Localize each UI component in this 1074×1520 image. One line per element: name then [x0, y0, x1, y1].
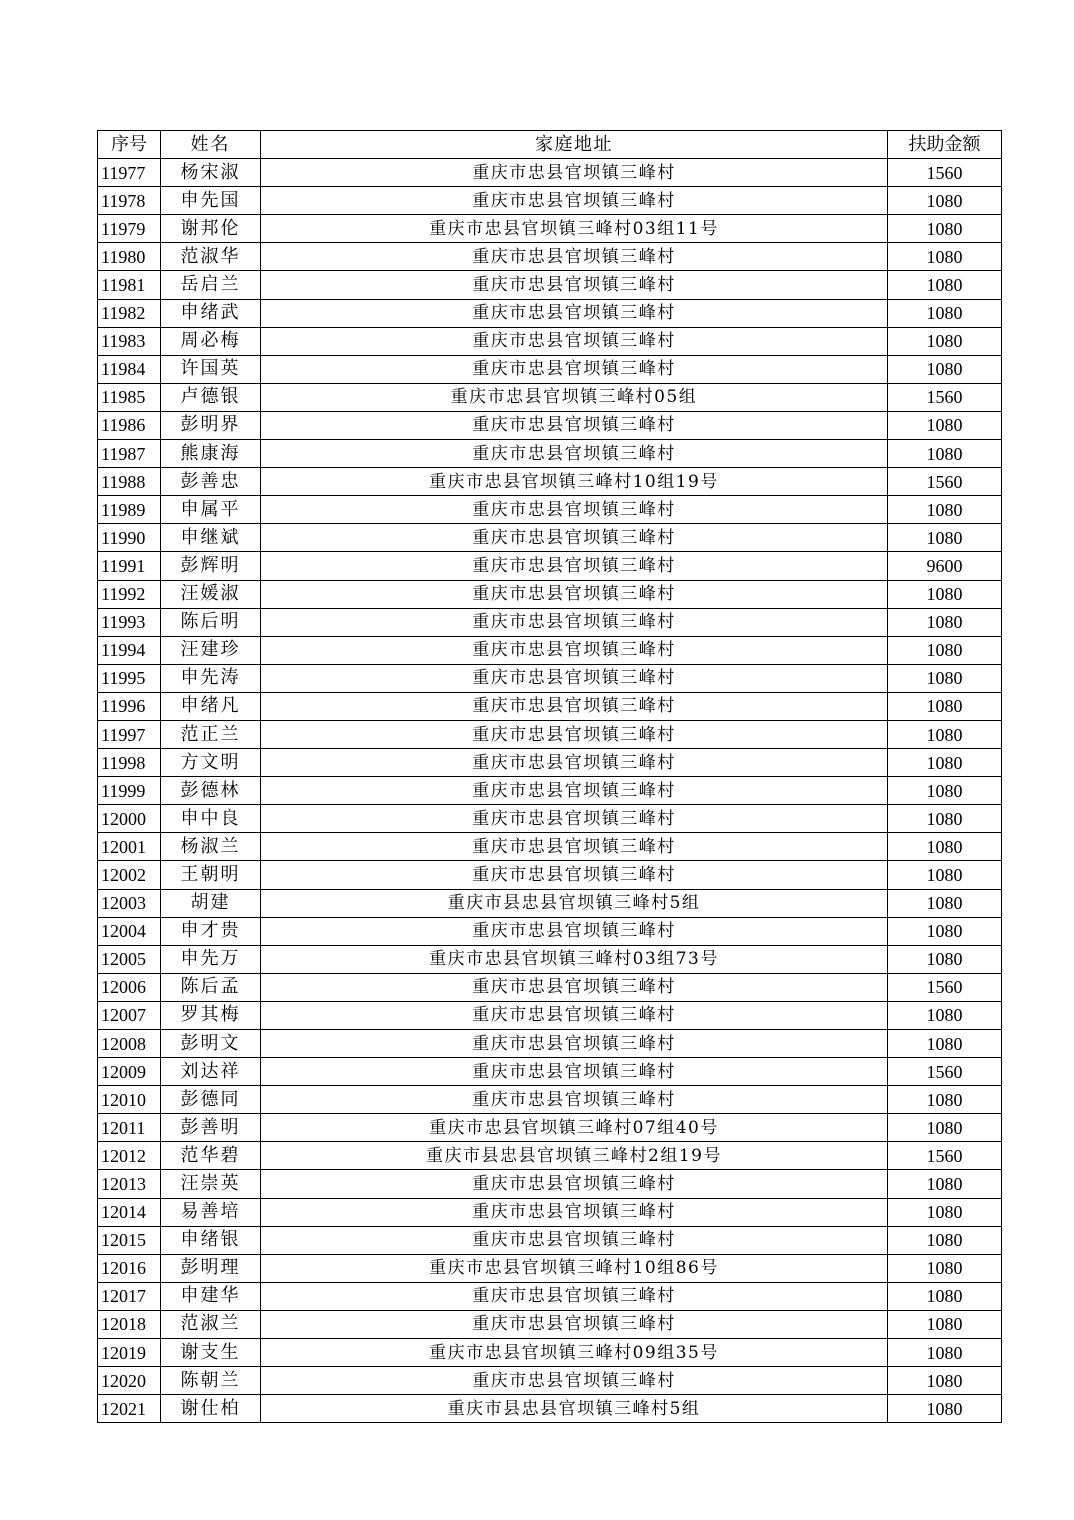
cell-name: 卢德银: [161, 383, 261, 411]
table-row: [98, 243, 1002, 271]
cell-amount: 1560: [888, 383, 1002, 411]
cell-name: 申先涛: [161, 664, 261, 692]
cell-address: 重庆市忠县官坝镇三峰村: [261, 1198, 888, 1226]
cell-address: 重庆市忠县官坝镇三峰村: [261, 664, 888, 692]
table-header: [98, 131, 1002, 159]
cell-address: 重庆市忠县官坝镇三峰村: [261, 327, 888, 355]
cell-address: 重庆市忠县官坝镇三峰村: [261, 187, 888, 215]
cell-name: 彭善明: [161, 1114, 261, 1142]
cell-no: 12011: [98, 1114, 161, 1142]
cell-name: 范淑兰: [161, 1310, 261, 1338]
cell-name: 申继斌: [161, 524, 261, 552]
table-row: [98, 1282, 1002, 1310]
cell-amount: 1080: [888, 1198, 1002, 1226]
cell-address: 重庆市忠县官坝镇三峰村: [261, 496, 888, 524]
cell-name: 杨淑兰: [161, 833, 261, 861]
cell-no: 12018: [98, 1310, 161, 1338]
cell-address: 重庆市县忠县官坝镇三峰村5组: [261, 1395, 888, 1423]
cell-no: 11989: [98, 496, 161, 524]
table-row: [98, 1086, 1002, 1114]
table-row: [98, 524, 1002, 552]
table-row: [98, 299, 1002, 327]
cell-name: 罗其梅: [161, 1001, 261, 1029]
cell-no: 11991: [98, 552, 161, 580]
assistance-table: [97, 130, 1002, 1423]
cell-no: 12005: [98, 945, 161, 973]
cell-amount: 1080: [888, 805, 1002, 833]
cell-address: 重庆市忠县官坝镇三峰村: [261, 1058, 888, 1086]
cell-amount: 1080: [888, 1367, 1002, 1395]
cell-amount: 1080: [888, 1395, 1002, 1423]
cell-amount: 1080: [888, 524, 1002, 552]
table-row: [98, 1310, 1002, 1338]
cell-name: 胡建: [161, 889, 261, 917]
cell-address: 重庆市忠县官坝镇三峰村10组86号: [261, 1254, 888, 1282]
cell-address: 重庆市忠县官坝镇三峰村: [261, 1086, 888, 1114]
cell-address: 重庆市忠县官坝镇三峰村: [261, 552, 888, 580]
cell-name: 岳启兰: [161, 271, 261, 299]
cell-address: 重庆市忠县官坝镇三峰村: [261, 777, 888, 805]
cell-no: 12019: [98, 1339, 161, 1367]
cell-name: 申绪凡: [161, 692, 261, 720]
cell-name: 陈后孟: [161, 973, 261, 1001]
cell-amount: 1080: [888, 1170, 1002, 1198]
cell-amount: 1080: [888, 355, 1002, 383]
header-name: 姓名: [161, 131, 261, 159]
table-row: [98, 636, 1002, 664]
cell-no: 11978: [98, 187, 161, 215]
cell-address: 重庆市忠县官坝镇三峰村: [261, 1226, 888, 1254]
cell-no: 11983: [98, 327, 161, 355]
cell-amount: 1080: [888, 327, 1002, 355]
cell-amount: 1080: [888, 861, 1002, 889]
cell-name: 方文明: [161, 749, 261, 777]
cell-address: 重庆市忠县官坝镇三峰村07组40号: [261, 1114, 888, 1142]
cell-amount: 1080: [888, 1086, 1002, 1114]
table-row: [98, 1339, 1002, 1367]
cell-amount: 1080: [888, 187, 1002, 215]
cell-name: 申先国: [161, 187, 261, 215]
cell-name: 汪建珍: [161, 636, 261, 664]
cell-no: 11987: [98, 440, 161, 468]
cell-no: 11985: [98, 383, 161, 411]
cell-no: 12010: [98, 1086, 161, 1114]
cell-address: 重庆市忠县官坝镇三峰村: [261, 1282, 888, 1310]
cell-amount: 1560: [888, 973, 1002, 1001]
cell-address: 重庆市忠县官坝镇三峰村: [261, 749, 888, 777]
cell-address: 重庆市忠县官坝镇三峰村: [261, 833, 888, 861]
cell-name: 申绪银: [161, 1226, 261, 1254]
cell-amount: 1560: [888, 1058, 1002, 1086]
cell-address: 重庆市忠县官坝镇三峰村10组19号: [261, 468, 888, 496]
table-row: [98, 327, 1002, 355]
cell-no: 12014: [98, 1198, 161, 1226]
cell-no: 11994: [98, 636, 161, 664]
cell-address: 重庆市忠县官坝镇三峰村: [261, 271, 888, 299]
cell-name: 谢仕柏: [161, 1395, 261, 1423]
table-row: [98, 805, 1002, 833]
cell-amount: 1560: [888, 468, 1002, 496]
cell-amount: 1080: [888, 580, 1002, 608]
table-row: [98, 1254, 1002, 1282]
cell-amount: 1080: [888, 1114, 1002, 1142]
cell-name: 彭明文: [161, 1030, 261, 1058]
cell-no: 12015: [98, 1226, 161, 1254]
table-row: [98, 580, 1002, 608]
table-row: [98, 468, 1002, 496]
table-row: [98, 1395, 1002, 1423]
cell-address: 重庆市忠县官坝镇三峰村: [261, 636, 888, 664]
cell-no: 11988: [98, 468, 161, 496]
table-row: [98, 664, 1002, 692]
cell-amount: 1080: [888, 243, 1002, 271]
cell-address: 重庆市忠县官坝镇三峰村: [261, 692, 888, 720]
cell-no: 12006: [98, 973, 161, 1001]
cell-address: 重庆市县忠县官坝镇三峰村5组: [261, 889, 888, 917]
cell-no: 12001: [98, 833, 161, 861]
cell-no: 11993: [98, 608, 161, 636]
cell-amount: 1560: [888, 159, 1002, 187]
cell-name: 刘达祥: [161, 1058, 261, 1086]
header-address: 家庭地址: [261, 131, 888, 159]
cell-amount: 1080: [888, 608, 1002, 636]
cell-amount: 1080: [888, 945, 1002, 973]
cell-no: 12003: [98, 889, 161, 917]
cell-amount: 1080: [888, 1310, 1002, 1338]
cell-name: 申才贵: [161, 917, 261, 945]
cell-amount: 1080: [888, 1339, 1002, 1367]
cell-name: 彭善忠: [161, 468, 261, 496]
cell-address: 重庆市忠县官坝镇三峰村: [261, 973, 888, 1001]
cell-name: 陈后明: [161, 608, 261, 636]
cell-amount: 1080: [888, 1030, 1002, 1058]
cell-no: 12013: [98, 1170, 161, 1198]
cell-name: 汪崇英: [161, 1170, 261, 1198]
cell-name: 申先万: [161, 945, 261, 973]
cell-address: 重庆市忠县官坝镇三峰村: [261, 1001, 888, 1029]
cell-name: 谢邦伦: [161, 215, 261, 243]
cell-no: 12012: [98, 1142, 161, 1170]
cell-no: 12007: [98, 1001, 161, 1029]
table-row: [98, 1058, 1002, 1086]
cell-no: 11996: [98, 692, 161, 720]
header-no: 序号: [98, 131, 161, 159]
cell-amount: 1080: [888, 664, 1002, 692]
cell-address: 重庆市忠县官坝镇三峰村: [261, 159, 888, 187]
cell-name: 彭德林: [161, 777, 261, 805]
cell-address: 重庆市忠县官坝镇三峰村: [261, 1030, 888, 1058]
cell-no: 12002: [98, 861, 161, 889]
table-row: [98, 1198, 1002, 1226]
cell-no: 11990: [98, 524, 161, 552]
cell-address: 重庆市忠县官坝镇三峰村: [261, 1310, 888, 1338]
table-row: [98, 215, 1002, 243]
cell-address: 重庆市忠县官坝镇三峰村09组35号: [261, 1339, 888, 1367]
cell-no: 12020: [98, 1367, 161, 1395]
table-row: [98, 749, 1002, 777]
table-row: [98, 692, 1002, 720]
cell-name: 周必梅: [161, 327, 261, 355]
cell-amount: 1080: [888, 1001, 1002, 1029]
cell-amount: 1080: [888, 1282, 1002, 1310]
cell-name: 申绪武: [161, 299, 261, 327]
cell-amount: 1080: [888, 411, 1002, 439]
cell-no: 11979: [98, 215, 161, 243]
cell-name: 熊康海: [161, 440, 261, 468]
table-row: [98, 1226, 1002, 1254]
table-row: [98, 355, 1002, 383]
table-row: [98, 187, 1002, 215]
cell-no: 12009: [98, 1058, 161, 1086]
cell-address: 重庆市忠县官坝镇三峰村: [261, 608, 888, 636]
cell-name: 陈朝兰: [161, 1367, 261, 1395]
cell-no: 11981: [98, 271, 161, 299]
cell-amount: 9600: [888, 552, 1002, 580]
cell-address: 重庆市忠县官坝镇三峰村: [261, 299, 888, 327]
cell-name: 范正兰: [161, 720, 261, 748]
cell-name: 易善培: [161, 1198, 261, 1226]
table-row: [98, 1114, 1002, 1142]
cell-no: 11980: [98, 243, 161, 271]
cell-no: 11982: [98, 299, 161, 327]
table-row: [98, 159, 1002, 187]
cell-name: 王朝明: [161, 861, 261, 889]
cell-address: 重庆市忠县官坝镇三峰村03组11号: [261, 215, 888, 243]
cell-address: 重庆市忠县官坝镇三峰村: [261, 524, 888, 552]
table-row: [98, 552, 1002, 580]
table-row: [98, 1170, 1002, 1198]
cell-no: 11977: [98, 159, 161, 187]
cell-name: 申中良: [161, 805, 261, 833]
cell-amount: 1080: [888, 299, 1002, 327]
cell-name: 彭明理: [161, 1254, 261, 1282]
cell-no: 12004: [98, 917, 161, 945]
cell-no: 11984: [98, 355, 161, 383]
cell-amount: 1080: [888, 889, 1002, 917]
cell-amount: 1080: [888, 1254, 1002, 1282]
cell-name: 申建华: [161, 1282, 261, 1310]
cell-amount: 1080: [888, 496, 1002, 524]
table-row: [98, 917, 1002, 945]
cell-address: 重庆市忠县官坝镇三峰村: [261, 411, 888, 439]
cell-amount: 1080: [888, 271, 1002, 299]
cell-no: 12016: [98, 1254, 161, 1282]
cell-no: 11986: [98, 411, 161, 439]
cell-address: 重庆市忠县官坝镇三峰村: [261, 355, 888, 383]
table-row: [98, 496, 1002, 524]
cell-address: 重庆市忠县官坝镇三峰村: [261, 917, 888, 945]
cell-address: 重庆市忠县官坝镇三峰村: [261, 243, 888, 271]
table-row: [98, 1142, 1002, 1170]
table-row: [98, 889, 1002, 917]
cell-amount: 1080: [888, 720, 1002, 748]
table-row: [98, 411, 1002, 439]
cell-name: 谢支生: [161, 1339, 261, 1367]
table-row: [98, 833, 1002, 861]
cell-name: 范华碧: [161, 1142, 261, 1170]
table-row: [98, 1001, 1002, 1029]
cell-amount: 1080: [888, 749, 1002, 777]
cell-name: 彭明界: [161, 411, 261, 439]
cell-amount: 1080: [888, 636, 1002, 664]
table-row: [98, 861, 1002, 889]
cell-no: 11992: [98, 580, 161, 608]
cell-name: 杨宋淑: [161, 159, 261, 187]
cell-address: 重庆市县忠县官坝镇三峰村2组19号: [261, 1142, 888, 1170]
cell-address: 重庆市忠县官坝镇三峰村: [261, 440, 888, 468]
cell-amount: 1080: [888, 777, 1002, 805]
cell-address: 重庆市忠县官坝镇三峰村: [261, 720, 888, 748]
cell-no: 12021: [98, 1395, 161, 1423]
cell-no: 11997: [98, 720, 161, 748]
cell-amount: 1080: [888, 833, 1002, 861]
cell-name: 汪媛淑: [161, 580, 261, 608]
cell-address: 重庆市忠县官坝镇三峰村: [261, 1367, 888, 1395]
cell-no: 12008: [98, 1030, 161, 1058]
cell-address: 重庆市忠县官坝镇三峰村: [261, 805, 888, 833]
table-row: [98, 945, 1002, 973]
table-body: [98, 159, 1002, 1423]
cell-name: 许国英: [161, 355, 261, 383]
cell-name: 彭德同: [161, 1086, 261, 1114]
table-row: [98, 973, 1002, 1001]
cell-no: 11999: [98, 777, 161, 805]
cell-name: 彭辉明: [161, 552, 261, 580]
cell-address: 重庆市忠县官坝镇三峰村05组: [261, 383, 888, 411]
table-row: [98, 271, 1002, 299]
table-row: [98, 1030, 1002, 1058]
cell-name: 范淑华: [161, 243, 261, 271]
table-row: [98, 383, 1002, 411]
cell-amount: 1080: [888, 215, 1002, 243]
cell-no: 12000: [98, 805, 161, 833]
cell-name: 申属平: [161, 496, 261, 524]
cell-address: 重庆市忠县官坝镇三峰村: [261, 861, 888, 889]
cell-address: 重庆市忠县官坝镇三峰村: [261, 580, 888, 608]
header-row: [98, 131, 1002, 159]
cell-amount: 1080: [888, 1226, 1002, 1254]
table-row: [98, 608, 1002, 636]
cell-amount: 1080: [888, 440, 1002, 468]
cell-no: 11995: [98, 664, 161, 692]
table-row: [98, 777, 1002, 805]
cell-no: 11998: [98, 749, 161, 777]
cell-no: 12017: [98, 1282, 161, 1310]
table-row: [98, 720, 1002, 748]
header-amount: 扶助金额: [888, 131, 1002, 159]
cell-address: 重庆市忠县官坝镇三峰村: [261, 1170, 888, 1198]
cell-amount: 1080: [888, 692, 1002, 720]
cell-address: 重庆市忠县官坝镇三峰村03组73号: [261, 945, 888, 973]
cell-amount: 1080: [888, 917, 1002, 945]
table-row: [98, 440, 1002, 468]
table-row: [98, 1367, 1002, 1395]
cell-amount: 1560: [888, 1142, 1002, 1170]
